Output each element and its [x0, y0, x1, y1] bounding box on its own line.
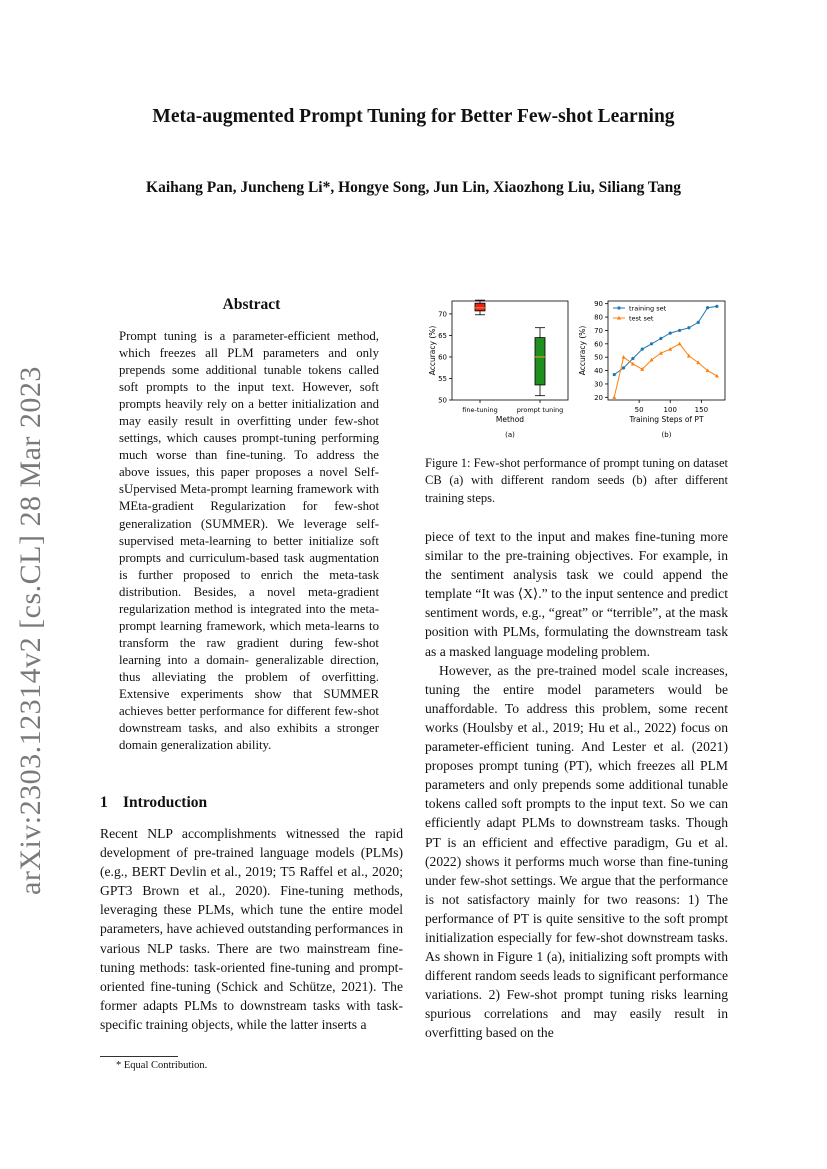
- box-prompt-tuning: [535, 338, 545, 385]
- section-heading: [100, 794, 207, 812]
- data-point: [650, 358, 654, 362]
- intro-paragraph-1: Recent NLP accomplishments witnessed the rapid development of pre-trained language models (PLMs) (e.g., BERT Devlin et al., 2019; T5 Raffel et al., 2020; GPT3 Brown et al., 2020). Fine-tuning methods, leveraging these PLMs, which tune the entire model parameters, have achieved outstanding performances in various NLP tasks. There are two mainstream fine-tuning methods: task-oriented fine-tuning and prompt-oriented fine-tuning (Schick and Schütze, 2021). The former adapts PLMs to downstream tasks with task-specific training objects, while the latter inserts a: [100, 826, 403, 1032]
- legend-marker: [617, 306, 620, 309]
- paper-title: Meta-augmented Prompt Tuning for Better Few-shot Learning: [152, 106, 675, 127]
- box-fine-tuning: [475, 303, 485, 311]
- panel-b-ytick-label: 70: [594, 326, 603, 335]
- data-point: [706, 306, 709, 309]
- panel-b-label: (b): [661, 431, 672, 439]
- figure-1: [425, 296, 735, 446]
- data-point: [687, 326, 690, 329]
- author-list: [0, 179, 827, 197]
- data-point: [613, 373, 616, 376]
- authors-text: Kaihang Pan, Juncheng Li*, Hongye Song, Jun Lin, Xiaozhong Liu, Siliang Tang: [146, 179, 681, 196]
- abstract-heading: Abstract: [222, 296, 281, 313]
- data-point: [659, 337, 662, 340]
- data-point: [669, 332, 672, 335]
- data-point: [631, 362, 635, 366]
- data-point: [715, 305, 718, 308]
- footnote-rule: [100, 1056, 178, 1057]
- abstract-body: Prompt tuning is a parameter-efficient method, which freezes all PLM parameters and only prepends some additional tunable tokens called soft prompts to the input text. However, soft prompts heavily rely on a better initialization and may easily result in overfitting under few-shot settings, which causes prompt-tuning performing much worse than fine-tuning. To address the above issues, this paper proposes a novel Self-sUpervised Meta-prompt learning framework with MEta-gradient Regularization for few-shot generalization (SUMMER). We leverage self-supervised meta-learning to better initialize soft prompts and curriculum-based task augmentation is further proposed to enrich the meta-task distribution. Besides, a novel meta-gradient regularization method is integrated into the meta-prompt learning framework, which meta-learns to transform the raw gradient during few-shot learning into a domain- generalizable direction, thus alleviating the problem of overfitting. Extensive experiments show that SUMMER achieves better performance for different few-shot downstream tasks, and also exhibits a stronger domain generalization ability.: [119, 329, 379, 753]
- series-line-test-set: [614, 344, 717, 398]
- panel-a-frame: [452, 301, 568, 400]
- panel-b-xlabel: Training Steps of PT: [629, 415, 704, 424]
- panel-b-ytick-label: 40: [594, 367, 603, 376]
- panel-b-xtick-label: 100: [663, 406, 677, 414]
- data-point: [678, 342, 682, 346]
- panel-b-ytick-label: 60: [594, 340, 603, 349]
- legend-label: test set: [629, 314, 654, 323]
- data-point: [650, 342, 653, 345]
- data-point: [696, 360, 700, 364]
- data-point: [612, 395, 616, 399]
- panel-b-xtick-label: 50: [634, 406, 644, 414]
- panel-a-xtick-label: prompt tuning: [516, 406, 564, 414]
- panel-b-ytick-label: 30: [594, 380, 603, 389]
- panel-b-ylabel: Accuracy (%): [578, 325, 587, 376]
- panel-b-ytick-label: 50: [594, 353, 603, 362]
- panel-a-xtick-label: fine-tuning: [462, 406, 498, 414]
- data-point: [678, 329, 681, 332]
- section-number: 1: [100, 794, 108, 811]
- data-point: [641, 348, 644, 351]
- figure-1-svg: [425, 296, 735, 446]
- data-point: [631, 357, 634, 360]
- right-column-text: [425, 527, 728, 1043]
- panel-b-ytick-label: 80: [594, 313, 603, 322]
- panel-a-ytick-label: 55: [438, 374, 447, 383]
- intro-paragraph-2: piece of text to the input and makes fine-tuning more similar to the pre-training objectives. For example, in the sentiment analysis task we could append the template “It was ⟨X⟩.” to the input sentence and predict sentiment words, e.g., “great” or “terrible”, at the mask position with PLMs, formulating the downstream task as a masked language modeling problem.: [425, 529, 728, 659]
- intro-paragraph-3: However, as the pre-trained model scale increases, tuning the entire model parameters would be unaffordable. To address this problem, some recent works (Houlsby et al., 2019; Hu et al., 2022) focus on parameter-efficient tuning. And Lester et al. (2021) proposes prompt tuning (PT), which freezes all PLM parameters and only prepends some additional tunable tokens called soft prompts to the input text. So we can efficiently adapt PLMs to downstream tasks. Though PT is an efficient and effective paradigm, Gu et al. (2022) shows it performs much worse than fine-tuning under few-shot settings. We argue that the performance is not satisfactory mainly for two reasons: 1) The performance of PT is quite sensitive to the soft prompt initialization especially for few-shot downstream tasks. As shown in Figure 1 (a), initializing soft prompts with different random seeds leads to significant performance variations. 2) Few-shot prompt tuning risks learning spurious correlations and may easily result in overfitting based on the: [425, 662, 728, 1041]
- panel-a-ytick-label: 60: [438, 353, 447, 362]
- panel-a-xlabel: Method: [495, 415, 525, 424]
- legend-label: training set: [629, 304, 667, 313]
- panel-a-ytick-label: 70: [438, 310, 447, 319]
- footnote: * Equal Contribution.: [116, 1060, 208, 1071]
- panel-a-ylabel: Accuracy (%): [428, 325, 437, 376]
- section-title: Introduction: [123, 794, 208, 811]
- arxiv-identifier: arXiv:2303.12314v2 [cs.CL] 28 Mar 2023: [14, 366, 47, 895]
- panel-a-label: (a): [505, 431, 515, 439]
- panel-b-xtick-label: 150: [694, 406, 709, 414]
- figure-caption: Figure 1: Few-shot performance of prompt tuning on dataset CB (a) with different random seeds (b) after different training steps.: [425, 456, 728, 505]
- panel-a-ytick-label: 65: [438, 331, 447, 340]
- panel-b-ytick-label: 90: [594, 300, 603, 309]
- data-point: [622, 355, 626, 359]
- panel-b-ytick-label: 20: [594, 393, 603, 402]
- data-point: [622, 366, 625, 369]
- data-point: [697, 321, 700, 324]
- panel-a-ytick-label: 50: [438, 396, 447, 405]
